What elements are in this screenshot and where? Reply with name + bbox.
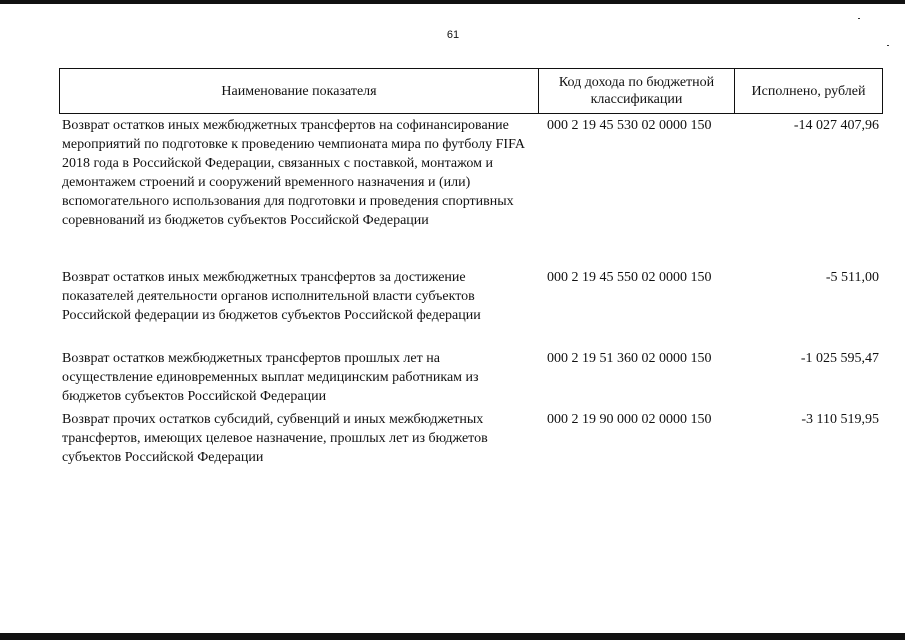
scan-speck	[887, 45, 889, 46]
header-amount-column: Исполнено, рублей	[751, 83, 866, 99]
row-amount: -1 025 595,47	[800, 351, 879, 366]
row-amount: -3 110 519,95	[801, 412, 879, 427]
header-code-column: Код дохода по бюджетной классификации	[539, 69, 735, 113]
row-name: Возврат прочих остатков субсидий, субвенций и иных межбюджетных трансфертов, имеющих целевое назначение, прошлых лет из бюджетов субъектов Российской Федерации	[62, 412, 488, 465]
row-amount: -14 027 407,96	[793, 118, 879, 133]
header-name-column: Наименование показателя	[60, 69, 539, 113]
page-number: 61	[446, 29, 460, 41]
row-amount: -5 511,00	[825, 270, 879, 285]
row-code: 000 2 19 45 550 02 0000 150	[547, 270, 712, 285]
row-name: Возврат остатков межбюджетных трансфертов прошлых лет на осуществление единовременных выплат медицинским работникам из бюджетов субъектов Российской Федерации	[62, 351, 479, 404]
row-code: 000 2 19 51 360 02 0000 150	[547, 351, 712, 366]
top-border-line	[0, 0, 905, 4]
row-code: 000 2 19 90 000 02 0000 150	[547, 412, 712, 427]
bottom-border-line	[0, 633, 905, 640]
row-name: Возврат остатков иных межбюджетных трансфертов за достижение показателей деятельности органов исполнительной власти субъектов Российской федерации из бюджетов субъектов Российской федерации	[62, 270, 481, 323]
table-header	[59, 68, 883, 114]
row-name: Возврат остатков иных межбюджетных трансфертов на софинансирование мероприятий по подготовке к проведению чемпионата мира по футболу FIFA 2018 года в Российской Федерации, связанных с поставкой, монтажом и демонтажем строений и сооружений временного назначения и (или) вспомогательного использования для подготовки и проведения спортивных соревнований из бюджетов субъектов Российской Федерации	[62, 118, 525, 228]
row-code: 000 2 19 45 530 02 0000 150	[547, 118, 712, 133]
scan-speck	[858, 18, 860, 19]
